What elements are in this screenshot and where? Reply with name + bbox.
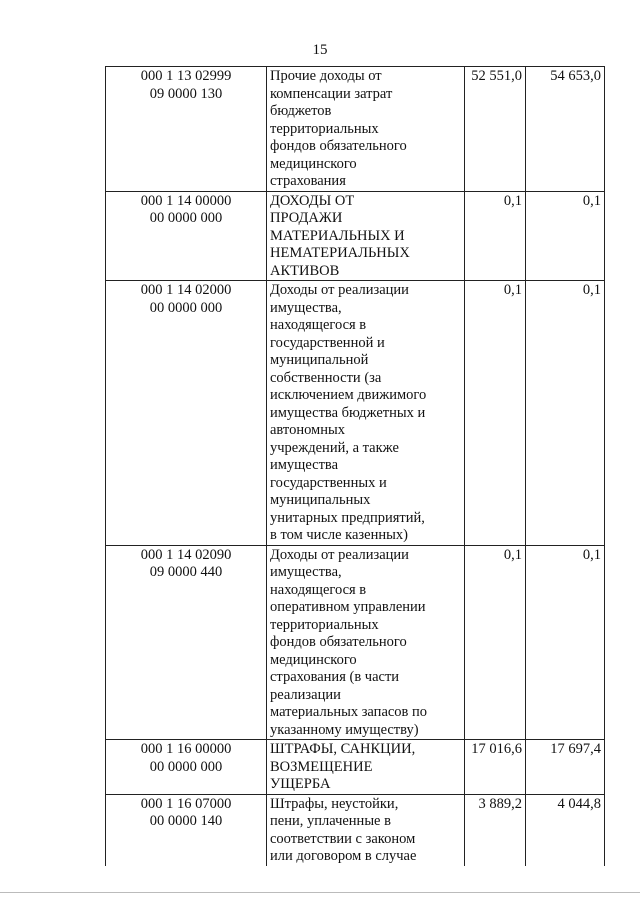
- revenue-name-line: компенсации затрат: [270, 85, 393, 102]
- revenue-name-line: территориальных: [270, 120, 379, 137]
- revenue-name-line: Доходы от реализации: [270, 546, 409, 563]
- revenue-name-line: государственной и: [270, 334, 385, 351]
- revenue-name-line: материальных запасов по: [270, 704, 428, 720]
- table-row: [106, 67, 605, 192]
- amount-year-1-cell: 0,1: [465, 545, 526, 740]
- revenue-name-line: Прочие доходы от: [270, 68, 382, 84]
- revenue-name-cell: [267, 545, 465, 740]
- budget-code-line: 000 1 14 02000: [140, 282, 232, 298]
- revenue-name-line: Штрафы, неустойки,: [270, 795, 399, 812]
- revenue-name-cell: [267, 281, 465, 546]
- revenue-name-line: фондов обязательного: [270, 138, 407, 154]
- revenue-name-line: соответствии с законом: [270, 830, 416, 847]
- revenue-name-line: ДОХОДЫ ОТ: [270, 192, 355, 209]
- revenue-name-cell: [267, 740, 465, 795]
- revenue-name-line: Доходы от реализации: [270, 282, 409, 298]
- budget-code-cell: [106, 191, 267, 281]
- amount-year-2-cell: 54 653,0: [526, 67, 605, 192]
- budget-code-line: 00 0000 000: [149, 758, 223, 775]
- revenue-name-line: государственных и: [270, 474, 387, 491]
- table-row: [106, 545, 605, 740]
- amount-year-1-cell: 17 016,6: [465, 740, 526, 795]
- budget-code-line: 000 1 13 02999: [140, 68, 232, 84]
- revenue-name-line: МАТЕРИАЛЬНЫХ И: [270, 227, 405, 244]
- revenue-name-line: УЩЕРБА: [270, 776, 331, 792]
- revenue-name-line: АКТИВОВ: [270, 262, 340, 279]
- revenue-name-cell: [267, 794, 465, 866]
- amount-year-2-cell: 17 697,4: [526, 740, 605, 795]
- budget-code-line: 09 0000 440: [149, 564, 223, 580]
- budget-code-line: 00 0000 140: [149, 813, 223, 829]
- revenue-name-line: исключением движимого: [270, 387, 427, 403]
- revenue-name-line: находящегося в: [270, 317, 367, 333]
- revenue-name-line: указанному имуществу): [270, 721, 419, 738]
- budget-code-cell: [106, 740, 267, 795]
- revenue-name-line: страхования (в части: [270, 669, 400, 685]
- table-row: [106, 191, 605, 281]
- amount-year-2-cell: 0,1: [526, 545, 605, 740]
- revenue-name-line: ШТРАФЫ, САНКЦИИ,: [270, 741, 416, 757]
- budget-code-cell: [106, 794, 267, 866]
- amount-year-1-cell: 3 889,2: [465, 794, 526, 866]
- table-row: [106, 794, 605, 866]
- revenue-name-cell: [267, 191, 465, 281]
- revenue-name-line: имущества,: [270, 299, 342, 316]
- revenue-name-line: территориальных: [270, 616, 379, 633]
- amount-year-2-cell: 0,1: [526, 281, 605, 546]
- revenue-name-cell: [267, 67, 465, 192]
- revenue-name-line: пени, уплаченные в: [270, 813, 391, 829]
- budget-code-line: 09 0000 130: [149, 85, 223, 102]
- budget-code-line: 00 0000 000: [149, 210, 223, 226]
- revenue-name-line: имущества бюджетных и: [270, 404, 426, 421]
- revenue-name-line: муниципальной: [270, 352, 369, 368]
- budget-code-cell: [106, 67, 267, 192]
- revenue-name-line: учреждений, а также: [270, 439, 399, 456]
- revenue-name-line: унитарных предприятий,: [270, 509, 425, 526]
- budget-code-line: 000 1 14 00000: [140, 192, 232, 209]
- revenue-name-line: медицинского: [270, 155, 357, 172]
- page-number: 15: [312, 42, 328, 58]
- budget-code-line: 000 1 16 07000: [140, 795, 232, 812]
- amount-year-2-cell: 0,1: [526, 191, 605, 281]
- revenue-name-line: имущества,: [270, 564, 342, 580]
- amount-year-1-cell: 0,1: [465, 191, 526, 281]
- table-body: [106, 67, 605, 866]
- page-bottom-rule: [0, 892, 640, 893]
- revenue-name-line: страхования: [270, 173, 346, 189]
- amount-year-1-cell: 0,1: [465, 281, 526, 546]
- revenue-name-line: бюджетов: [270, 103, 332, 119]
- table-row: [106, 740, 605, 795]
- budget-code-line: 000 1 14 02090: [140, 546, 232, 563]
- revenue-name-line: фондов обязательного: [270, 634, 407, 650]
- budget-code-cell: [106, 545, 267, 740]
- table-row: [106, 281, 605, 546]
- revenue-name-line: собственности (за: [270, 369, 382, 386]
- revenue-name-line: медицинского: [270, 651, 357, 668]
- revenue-name-line: автономных: [270, 422, 345, 438]
- revenue-name-line: ВОЗМЕЩЕНИЕ: [270, 758, 373, 775]
- revenue-name-line: находящегося в: [270, 581, 367, 598]
- budget-code-line: 000 1 16 00000: [140, 741, 232, 757]
- revenue-name-line: муниципальных: [270, 492, 371, 508]
- revenue-name-line: реализации: [270, 686, 341, 703]
- revenue-name-line: НЕМАТЕРИАЛЬНЫХ: [270, 245, 410, 261]
- amount-year-2-cell: 4 044,8: [526, 794, 605, 866]
- amount-year-1-cell: 52 551,0: [465, 67, 526, 192]
- revenue-name-line: оперативном управлении: [270, 599, 426, 615]
- revenue-name-line: ПРОДАЖИ: [270, 210, 343, 226]
- budget-revenue-table: [105, 66, 605, 866]
- revenue-name-line: или договором в случае: [270, 848, 417, 864]
- budget-code-line: 00 0000 000: [149, 299, 223, 316]
- revenue-name-line: в том числе казенных): [270, 527, 408, 543]
- revenue-name-line: имущества: [270, 457, 339, 473]
- budget-code-cell: [106, 281, 267, 546]
